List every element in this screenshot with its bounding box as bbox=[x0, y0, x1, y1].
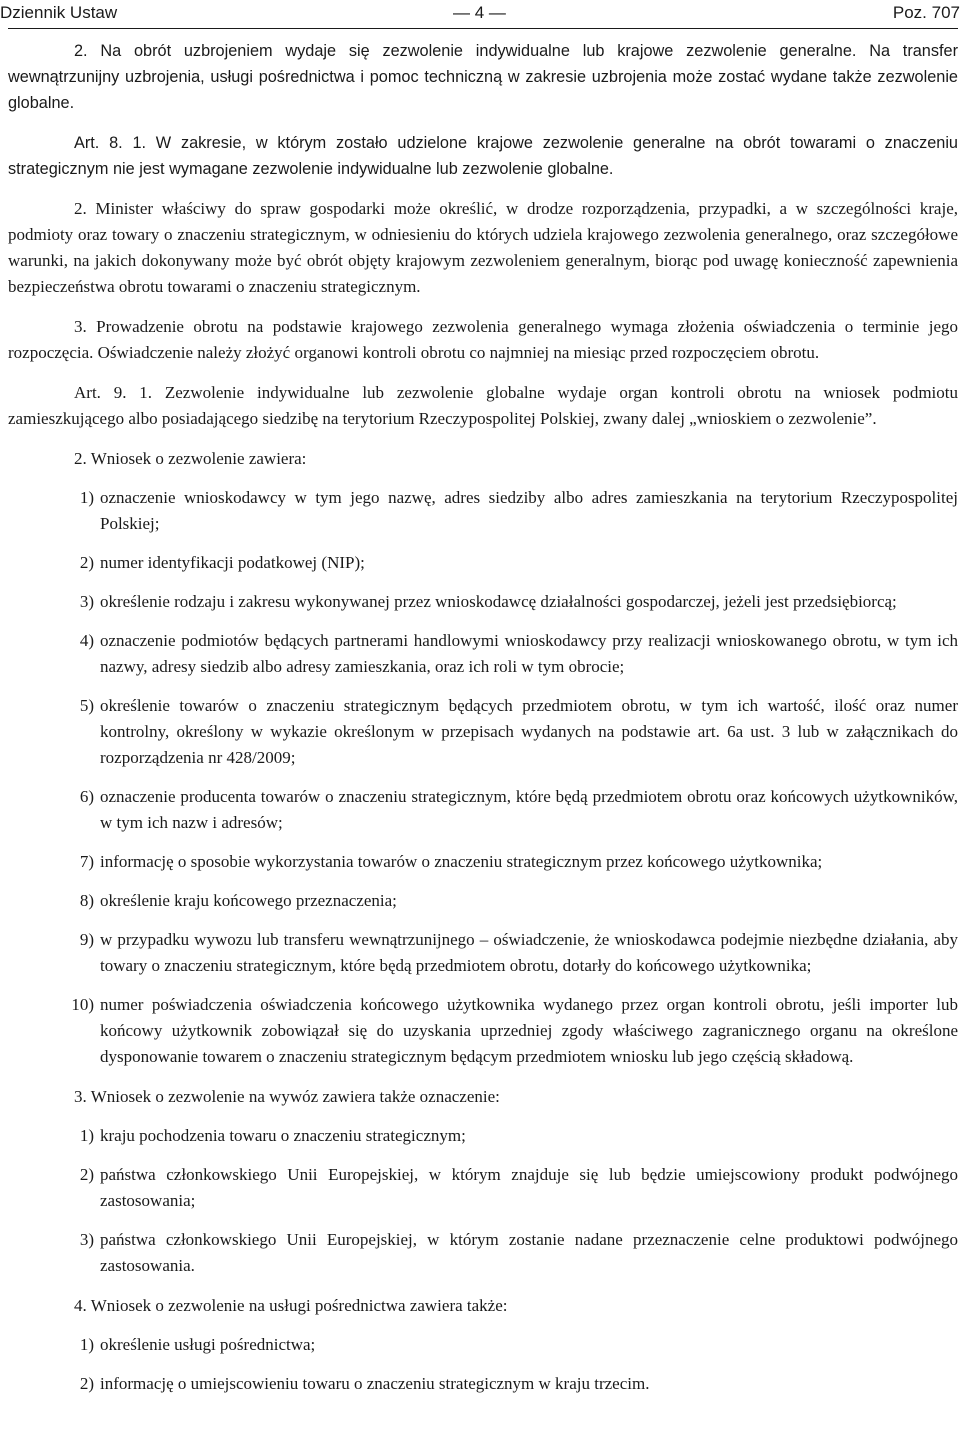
position-number: Poz. 707 bbox=[892, 3, 960, 22]
list-item bbox=[8, 693, 958, 771]
item-text: oznaczenie podmiotów będących partnerami handlowymi wnioskodawcy przy realizacji wnioskowanego obrotu, w tym ich nazwy, adresy siedzib albo adresy zamieszkania, oraz ich roli w tym obrocie; bbox=[100, 631, 958, 676]
list-item bbox=[8, 485, 958, 537]
article-9-paragraph-3-intro: 3. Wniosek o zezwolenie na wywóz zawiera także oznaczenie: bbox=[74, 1087, 500, 1106]
list-item bbox=[8, 849, 958, 875]
item-number: 10) bbox=[71, 995, 94, 1014]
item-number: 3) bbox=[79, 592, 94, 611]
page-number: — 4 — bbox=[453, 3, 506, 22]
list-item bbox=[8, 888, 958, 914]
item-number: 3) bbox=[79, 1230, 94, 1249]
item-number: 1) bbox=[79, 488, 94, 507]
item-text: państwa członkowskiego Unii Europejskiej, w którym znajduje się lub będzie umiejscowiony produkt podwójnego zastosowania; bbox=[100, 1165, 958, 1210]
item-number: 6) bbox=[79, 787, 94, 806]
paragraph-intro: 2. Na obrót uzbrojeniem wydaje się zezwolenie indywidualne lub krajowe zezwolenie generalne. Na transfer wewnątrzunijny uzbrojenia, usługi pośrednictwa i pomoc techniczną w zakresie uzbrojenia może zostać wydane także zezwolenie globalne. bbox=[8, 42, 958, 112]
item-number: 4) bbox=[79, 631, 94, 650]
item-text: określenie usługi pośrednictwa; bbox=[100, 1335, 316, 1354]
list-item bbox=[8, 992, 958, 1070]
article-9-paragraph-2-list bbox=[8, 485, 958, 1070]
item-number: 1) bbox=[79, 1335, 94, 1354]
item-text: w przypadku wywozu lub transferu wewnątrzunijnego – oświadczenie, że wnioskodawca podejmie niezbędne działania, aby towary o znaczeniu strategicznym, które będą przedmiotem obrotu, dotarły do końcowego użytkownika; bbox=[100, 930, 958, 975]
list-item bbox=[8, 1332, 958, 1358]
article-9-paragraph-4-list bbox=[8, 1332, 958, 1397]
list-item bbox=[8, 628, 958, 680]
list-item bbox=[8, 784, 958, 836]
item-text: określenie kraju końcowego przeznaczenia; bbox=[100, 891, 397, 910]
item-text: kraju pochodzenia towaru o znaczeniu strategicznym; bbox=[100, 1126, 466, 1145]
article-8-paragraph-1: Art. 8. 1. W zakresie, w którym zostało udzielone krajowe zezwolenie generalne na obrót towarami o znaczeniu strategicznym nie jest wymagane zezwolenie indywidualne lub zezwolenie globalne. bbox=[8, 134, 958, 178]
item-text: państwa członkowskiego Unii Europejskiej, w którym zostanie nadane przeznaczenie celne produktowi podwójnego zastosowania. bbox=[100, 1230, 958, 1275]
item-number: 8) bbox=[79, 891, 94, 910]
item-number: 7) bbox=[79, 852, 94, 871]
item-number: 2) bbox=[79, 553, 94, 572]
list-item bbox=[8, 1371, 958, 1397]
list-item bbox=[8, 1162, 958, 1214]
item-number: 2) bbox=[79, 1374, 94, 1393]
journal-title: Dziennik Ustaw bbox=[0, 3, 118, 22]
list-item bbox=[8, 1227, 958, 1279]
list-item bbox=[8, 589, 958, 615]
article-9-paragraph-3-list bbox=[8, 1123, 958, 1279]
list-item bbox=[8, 1123, 958, 1149]
item-text: oznaczenie producenta towarów o znaczeniu strategicznym, które będą przedmiotem obrotu oraz końcowych użytkowników, w tym ich nazw i adresów; bbox=[100, 787, 958, 832]
item-number: 5) bbox=[79, 696, 94, 715]
article-9-paragraph-1: Art. 9. 1. Zezwolenie indywidualne lub zezwolenie globalne wydaje organ kontroli obrotu na wniosek podmiotu zamieszkującego albo posiadającego siedzibę na terytorium Rzeczypospolitej Polskiej, zwany dalej „wnioskiem o zezwolenie”. bbox=[8, 383, 958, 428]
item-text: informację o umiejscowieniu towaru o znaczeniu strategicznym w kraju trzecim. bbox=[100, 1374, 650, 1393]
article-9-paragraph-4-intro: 4. Wniosek o zezwolenie na usługi pośrednictwa zawiera także: bbox=[74, 1296, 508, 1315]
document-body bbox=[8, 29, 958, 1397]
list-item bbox=[8, 927, 958, 979]
article-9-paragraph-2-intro: 2. Wniosek o zezwolenie zawiera: bbox=[74, 449, 307, 468]
item-text: określenie towarów o znaczeniu strategicznym będących przedmiotem obrotu, w tym ich wartość, ilość oraz numer kontrolny, określony w wykazie określonym w przepisach wydanych na podstawie art. 6a ust. 3 lub w załącznikach do rozporządzenia nr 428/2009; bbox=[100, 696, 958, 767]
item-number: 9) bbox=[79, 930, 94, 949]
item-text: numer identyfikacji podatkowej (NIP); bbox=[100, 553, 365, 572]
item-number: 1) bbox=[79, 1126, 94, 1145]
item-text: informację o sposobie wykorzystania towarów o znaczeniu strategicznym przez końcowego użytkownika; bbox=[100, 852, 823, 871]
list-item bbox=[8, 550, 958, 576]
item-number: 2) bbox=[79, 1165, 94, 1184]
page-header bbox=[0, 0, 960, 29]
item-text: numer poświadczenia oświadczenia końcowego użytkownika wydanego przez organ kontroli obrotu, jeśli importer lub końcowy użytkownik zobowiązał się do uzyskania uprzedniej zgody właściwego zagranicznego organu na określone dysponowanie towarem o znaczeniu strategicznym będącym przedmiotem wniosku lub jego częścią składową. bbox=[100, 995, 958, 1066]
item-text: oznaczenie wnioskodawcy w tym jego nazwę, adres siedziby albo adres zamieszkania na terytorium Rzeczypospolitej Polskiej; bbox=[100, 488, 958, 533]
article-8-paragraph-2: 2. Minister właściwy do spraw gospodarki może określić, w drodze rozporządzenia, przypadki, a w szczególności kraje, podmioty oraz towary o znaczeniu strategicznym, w odniesieniu do których udziela krajowego zezwolenia generalnego, oraz szczegółowe warunki, na jakich dokonywany może być obrót objęty krajowym zezwoleniem generalnym, biorąc pod uwagę konieczność zapewnienia bezpieczeństwa obrotu towarami o znaczeniu strategicznym. bbox=[8, 199, 958, 296]
article-8-paragraph-3: 3. Prowadzenie obrotu na podstawie krajowego zezwolenia generalnego wymaga złożenia oświadczenia o terminie jego rozpoczęcia. Oświadczenie należy złożyć organowi kontroli obrotu co najmniej na miesiąc przed rozpoczęciem obrotu. bbox=[8, 317, 958, 362]
item-text: określenie rodzaju i zakresu wykonywanej przez wnioskodawcę działalności gospodarczej, jeżeli jest przedsiębiorcą; bbox=[100, 592, 897, 611]
